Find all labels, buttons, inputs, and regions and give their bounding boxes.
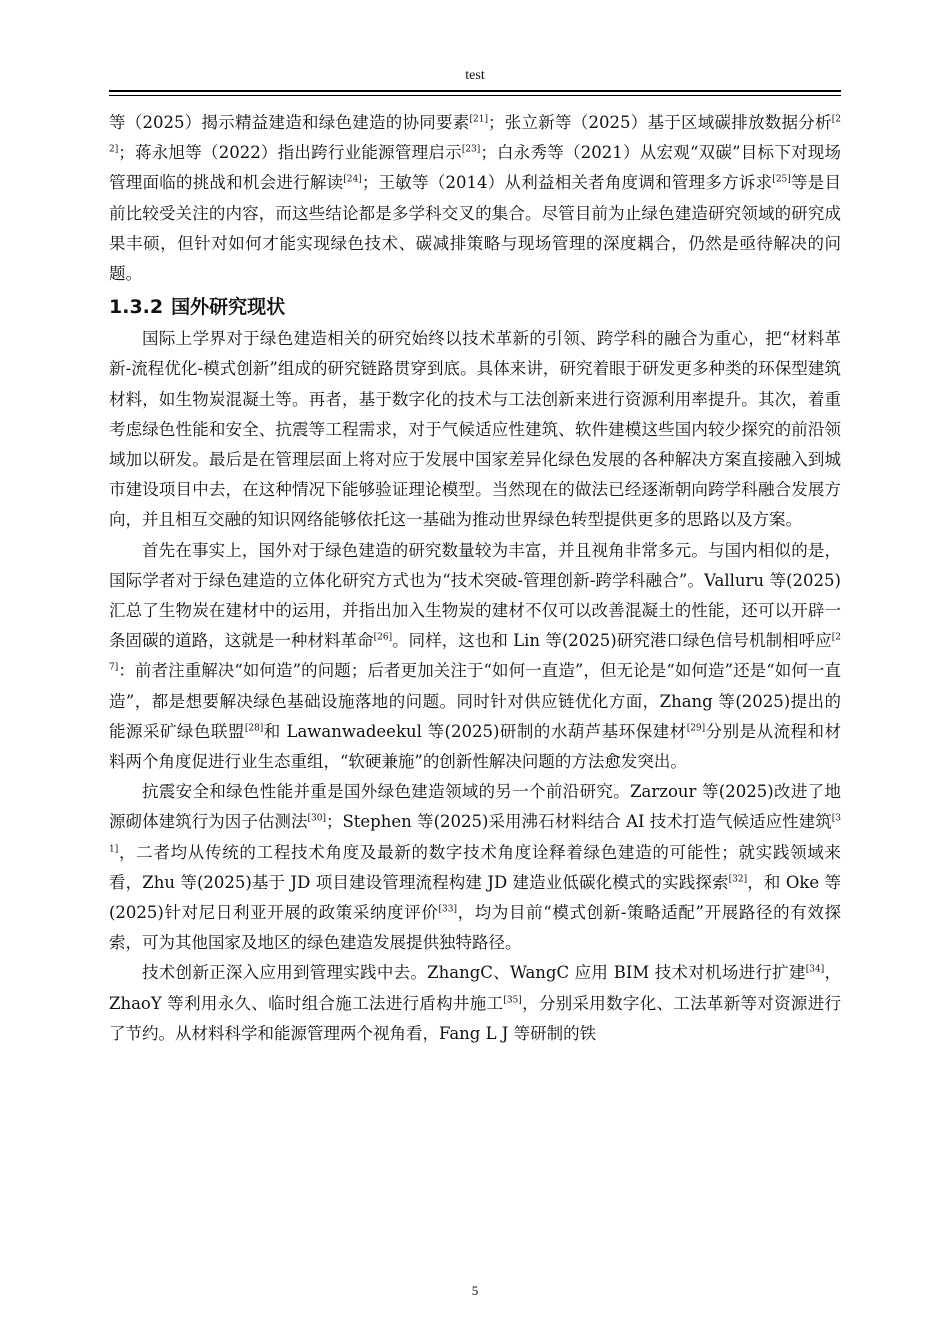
text-run: ；Stephen 等(2025)采用沸石材料结合 AI 技术打造气候适应性建筑 xyxy=(325,812,832,832)
header-rule-thick xyxy=(109,90,841,92)
citation-superscript: [34] xyxy=(805,964,825,975)
citation-superscript: [32] xyxy=(728,874,748,885)
citation-superscript: [31] xyxy=(109,813,841,855)
citation-superscript: [28] xyxy=(244,723,264,734)
text-run: 等是目前比较受关注的内容，而这些结论都是多学科交叉的集合。尽管目前为止绿色建造研究领域的研究成果丰硕，但针对如何才能实现绿色技术、碳减排策略与现场管理的深度耦合，仍然是亟待解决的问题。 xyxy=(109,173,842,284)
text-run: 和 Lawanwadeekul 等(2025)研制的水葫芦基环保建材 xyxy=(263,721,687,741)
text-run: ，和 Oke 等(2025)针对尼日利亚开展的政策采纳度评价 xyxy=(109,872,841,923)
text-run: 等（2025）揭示精益建造和绿色建造的协同要素 xyxy=(109,113,470,132)
text-run: ，二者均从传统的工程技术角度及最新的数字技术角度诠释着绿色建造的可能性；就实践领域来看，Zhu 等(2025)基于 JD 项目建设管理流程构建 JD 建造业低碳化模式的实践探索 xyxy=(109,842,841,892)
section-title: 国外研究现状 xyxy=(171,296,286,319)
citation-superscript: [25] xyxy=(772,174,791,185)
page-number: 5 xyxy=(471,1283,479,1298)
citation-superscript: [24] xyxy=(343,174,362,185)
paragraph-1 xyxy=(109,324,841,535)
text-run: ；白永秀等（2021）从宏观“双碳”目标下对现场管理面临的挑战和机会进行解读 xyxy=(109,143,841,193)
text-run: ；蒋永旭等（2022）指出跨行业能源管理启示 xyxy=(118,143,462,163)
citation-superscript: [23] xyxy=(461,144,481,155)
section-number: 1.3.2 xyxy=(109,296,164,319)
citation-superscript: [27] xyxy=(109,632,842,673)
running-header: test xyxy=(465,68,485,83)
text-run: 首先在事实上，国外对于绿色建造的研究数量较为丰富，并且视角非常多元。与国内相似的是，国际学者对于绿色建造的立体化研究方式也为“技术突破-管理创新-跨学科融合”。Valluru 等(2025)汇总了生物炭在建材中的运用，并指出加入生物炭的建材不仅可以改善混凝土的性能，还可以开辟一条固碳的道路，这就是一种材料革命 xyxy=(109,540,841,651)
text-run: ：前者注重解决“如何造”的问题；后者更加关注于“如何一直造”，但无论是“如何造”还是“如何一直造”，都是想要解决绿色基础设施落地的问题。同时针对供应链优化方面，Zhang 等(2025)提出的能源采矿绿色联盟 xyxy=(109,661,841,741)
text-run: ，分别采用数字化、工法革新等对资源进行了节约。从材料科学和能源管理两个视角看，Fang L J 等研制的铁 xyxy=(109,993,842,1043)
citation-superscript: [35] xyxy=(503,995,522,1006)
paragraph-4 xyxy=(109,958,841,1049)
text-run: 国际上学界对于绿色建造相关的研究始终以技术革新的引领、跨学科的融合为重心，把“材料革新-流程优化-模式创新”组成的研究链路贯穿到底。具体来讲，研究着眼于研发更多种类的环保型建筑材料，如生物炭混凝土等。再者，基于数字化的技术与工法创新来进行资源利用率提升。其次，着重考虑绿色性能和安全、抗震等工程需求，对于气候适应性建筑、软件建模这些国内较少探究的前沿领域加以研发。最后是在管理层面上将对应于发展中国家差异化绿色发展的各种解决方案直接融入到城市建设项目中去，在这种情况下能够验证理论模型。当然现在的做法已经逐渐朝向跨学科融合发展方向，并且相互交融的知识网络能够依托这一基础为推动世界绿色转型提供更多的思路以及方案。 xyxy=(109,329,841,530)
citation-superscript: [30] xyxy=(307,813,326,824)
text-run: 抗震安全和绿色性能并重是国外绿色建造领域的另一个前沿研究。Zarzour 等(2025)改进了地源砌体建筑行为因子估测法 xyxy=(109,782,841,832)
header-rule-thin xyxy=(109,95,841,96)
citation-superscript: [22] xyxy=(109,114,841,155)
citation-superscript: [26] xyxy=(373,632,393,643)
citation-superscript: [29] xyxy=(686,723,706,734)
text-run: 分别是从流程和材料两个角度促进行业生态重组，“软硬兼施”的创新性解决问题的方法愈发突出。 xyxy=(109,721,842,772)
paragraph-intro xyxy=(109,108,841,289)
paragraph-2 xyxy=(109,536,841,778)
citation-superscript: [21] xyxy=(469,114,488,125)
paragraph-3 xyxy=(109,777,841,958)
text-run: 。同样，这也和 Lin 等(2025)研究港口绿色信号机制相呼应 xyxy=(392,631,832,651)
text-run: ；王敏等（2014）从利益相关者角度调和管理多方诉求 xyxy=(361,173,773,193)
body-text xyxy=(109,108,841,1049)
text-run: ，ZhaoY 等利用永久、临时组合施工法进行盾构井施工 xyxy=(109,963,841,1013)
text-run: ，均为目前“模式创新-策略适配”开展路径的有效探索，可为其他国家及地区的绿色建造发展提供独特路径。 xyxy=(109,903,841,953)
text-run: ；张立新等（2025）基于区域碳排放数据分析 xyxy=(487,113,832,132)
text-run: 技术创新正深入应用到管理实践中去。ZhangC、WangC 应用 BIM 技术对机场进行扩建 xyxy=(142,963,806,983)
citation-superscript: [33] xyxy=(438,904,458,915)
section-heading xyxy=(109,292,841,322)
